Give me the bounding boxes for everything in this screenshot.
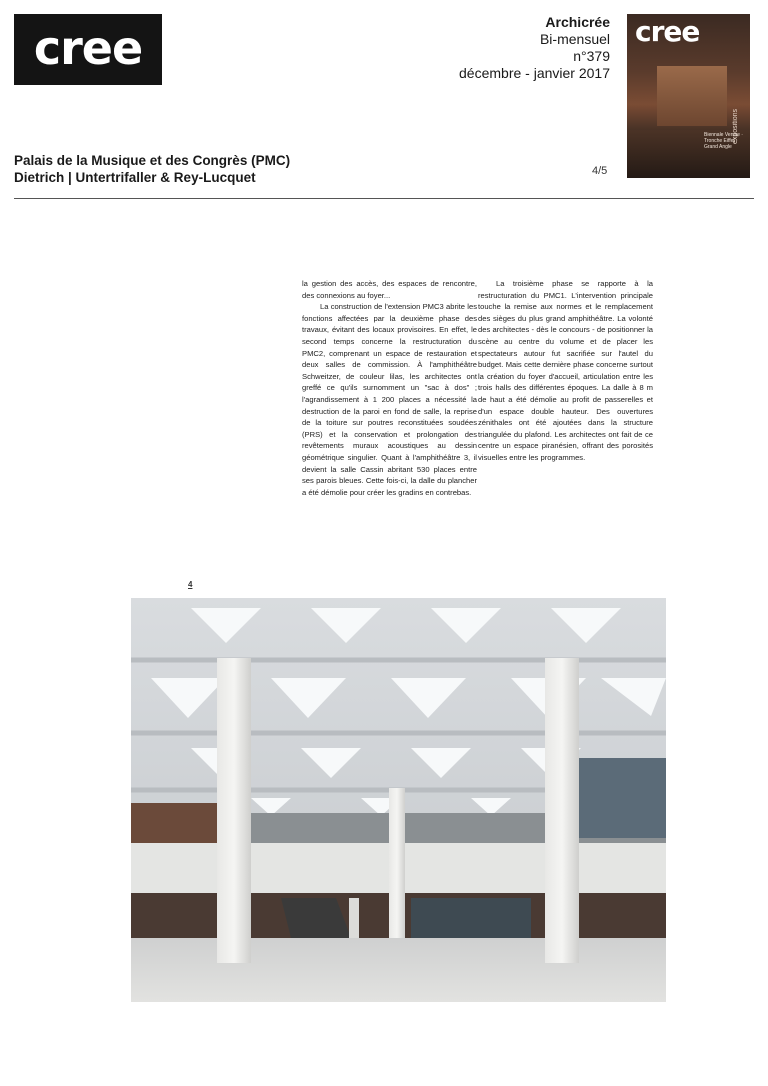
publication-issue: n°379: [573, 48, 610, 64]
article-subject: [14, 152, 290, 186]
cover-title: cree: [635, 15, 700, 48]
paragraph: La troisième phase se rapporte à la restructuration du PMC1. L'intervention principale touche la remise aux normes et le remplacement des sièges du plus grand amphithéâtre. La volonté des architectes - dès le concours - de positionner la scène au centre du volume et de placer les spectateurs autour fut sacrifiée sur l'autel du budget. Mais cette dernière phase concerne surtout la création du foyer d'accueil, articulation entre les trois halls des différentes époques. La dalle à 8 m de haut a été démolie au profit de passerelles et d'un espace double hauteur. Des ouvertures zénithales ont été ajoutées dans la structure triangulée du plafond. Les architectes ont fait de ce centre un espace piranésien, offrant des porosités visuelles entre les programmes.: [478, 279, 653, 462]
paragraph: la gestion des accès, des espaces de rencontre, des connexions au foyer...: [302, 279, 477, 300]
header-divider: [14, 198, 754, 199]
figure-number: 4: [188, 580, 193, 589]
cover-stage: [657, 66, 727, 126]
paragraph: La construction de l'extension PMC3 abrite les fonctions affectées par la deuxième phase des travaux, évitant des locaux provisoires. En effet, le second temps concerne la restructuration du PMC2, comprenant un espace de restauration et deux salles de commission. À l'amphithéâtre Schweitzer, de couleur lilas, les architectes ont greffé ce qu'ils surnomment un "sac à dos" ; l'agrandissement à 1 200 places a nécessité la destruction de la paroi en fond de salle, la reprise de la toiture sur poutres reconstituées soudées (PRS) et la conservation et prolongation des revêtements muraux acoustiques au dessin géométrique singulier. Quant à l'amphithéâtre 3, il devient la salle Cassin abritant 530 places entre ses parois bleues. Cette fois-ci, la dalle du plancher a été démolie pour créer les gradins en contrebas.: [302, 302, 477, 497]
publication-info: [459, 14, 610, 82]
logo-text: cree: [33, 20, 143, 75]
page-indicator: 4/5: [592, 165, 608, 177]
project-architects: Dietrich | Untertrifaller & Rey-Lucquet: [14, 170, 256, 185]
publication-date: décembre - janvier 2017: [459, 65, 610, 81]
article-column-2: [478, 278, 653, 464]
project-title: Palais de la Musique et des Congrès (PMC): [14, 153, 291, 168]
article-column-1: [302, 278, 477, 498]
foyer-photo: [131, 598, 666, 1002]
cree-logo: [14, 14, 162, 85]
publication-name: Archicrée: [545, 14, 610, 30]
magazine-cover: [627, 14, 750, 178]
cover-blurb: Biennale Venise · Tronche Eiffel · Grand Angle: [704, 132, 743, 150]
cover-spine-text: expositions: [732, 108, 739, 144]
publication-frequency: Bi-mensuel: [539, 31, 610, 47]
